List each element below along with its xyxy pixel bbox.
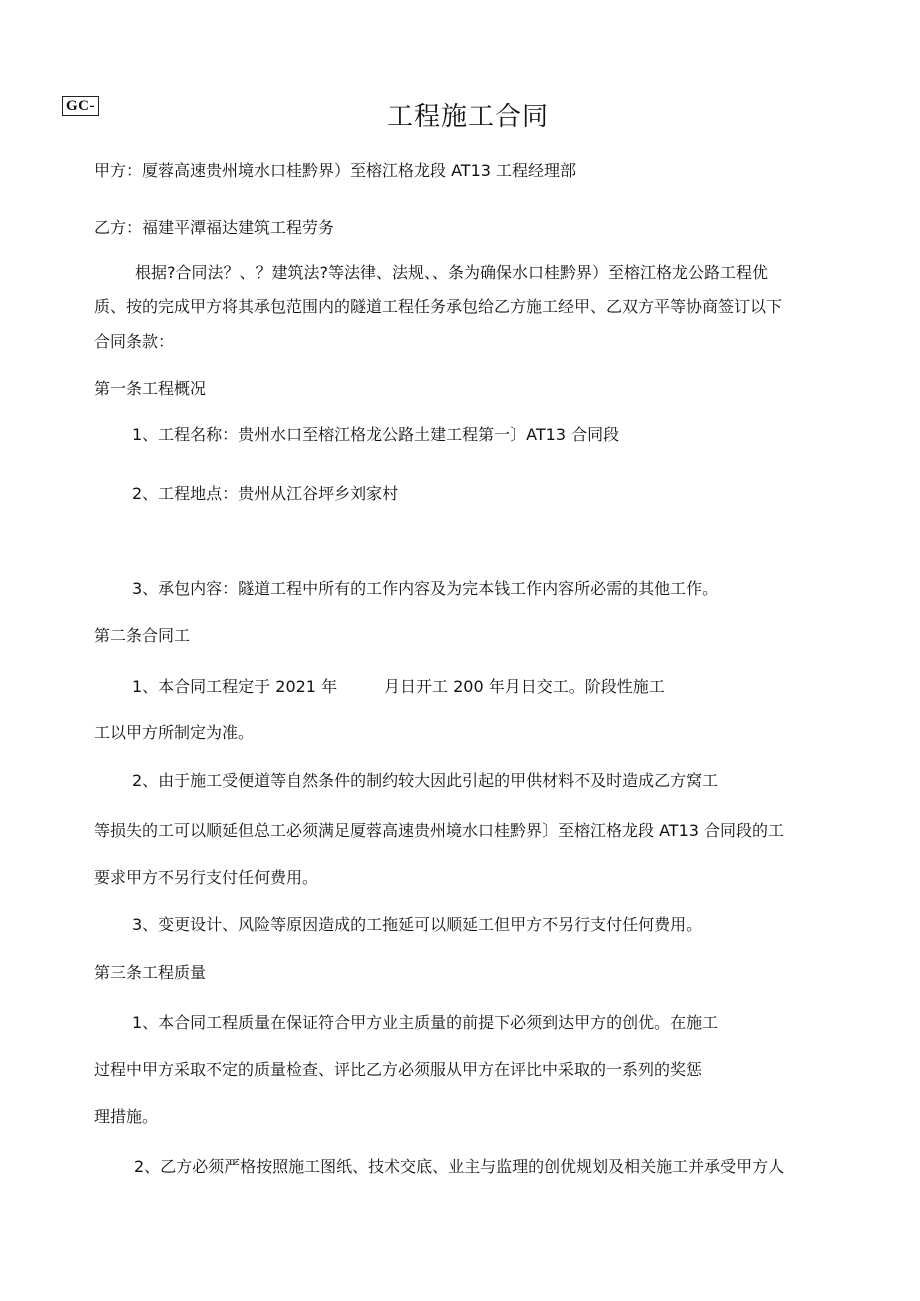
clause-text: 2、工程地点：贵州从江谷坪乡刘家村: [132, 484, 399, 503]
clause-text: 3、承包内容：隧道工程中所有的工作内容及为完本钱工作内容所必需的其他工作。: [132, 579, 719, 598]
page-title: 工程施工合同: [386, 102, 549, 132]
clause-text: 工以甲方所制定为准。: [94, 723, 255, 742]
preamble-line: 根据?合同法？、？建筑法?等法律、法规、、条为确保水口桂黔界）至榕江格龙公路工程优: [135, 263, 768, 282]
article-heading: 第二条合同工: [94, 626, 191, 645]
clause-text: 月日开工 200 年月日交工。阶段性施工: [384, 677, 665, 696]
clause-text: 过程中甲方采取不定的质量检查、评比乙方必须服从甲方在评比中采取的一系列的奖惩: [94, 1060, 703, 1079]
article-heading: 第一条工程概况: [94, 379, 207, 398]
clause-text: 2、由于施工受便道等自然条件的制约较大因此引起的甲供材料不及时造成乙方窝工: [132, 771, 719, 790]
clause-text: 1、本合同工程质量在保证符合甲方业主质量的前提下必须到达甲方的创优。在施工: [132, 1013, 719, 1032]
clause-text: 2、乙方必须严格按照施工图纸、技术交底、业主与监理的创优规划及相关施工并承受甲方人: [134, 1157, 785, 1176]
clause-text: 要求甲方不另行支付任何费用。: [94, 868, 319, 887]
party-b: 乙方：福建平潭福达建筑工程劳务: [94, 218, 335, 237]
preamble-line: 质、按的完成甲方将其承包范围内的隧道工程任务承包给乙方施工经甲、乙双方平等协商签订以下: [94, 297, 783, 316]
clause-text: 3、变更设计、风险等原因造成的工拖延可以顺延工但甲方不另行支付任何费用。: [132, 915, 703, 934]
clause-text: 1、本合同工程定于 2021 年: [132, 677, 338, 696]
clause-text: 理措施。: [94, 1107, 159, 1126]
party-a: 甲方：厦蓉高速贵州境水口桂黔界）至榕江格龙段 AT13 工程经理部: [94, 161, 577, 180]
document-code: GC-: [62, 96, 99, 116]
clause-text: 1、工程名称：贵州水口至榕江格龙公路土建工程第一〕AT13 合同段: [132, 425, 620, 444]
article-heading: 第三条工程质量: [94, 963, 207, 982]
preamble-line: 合同条款：: [94, 332, 175, 351]
clause-text: 等损失的工可以顺延但总工必须满足厦蓉高速贵州境水口桂黔界〕至榕江格龙段 AT13 合同段的工: [94, 821, 785, 840]
